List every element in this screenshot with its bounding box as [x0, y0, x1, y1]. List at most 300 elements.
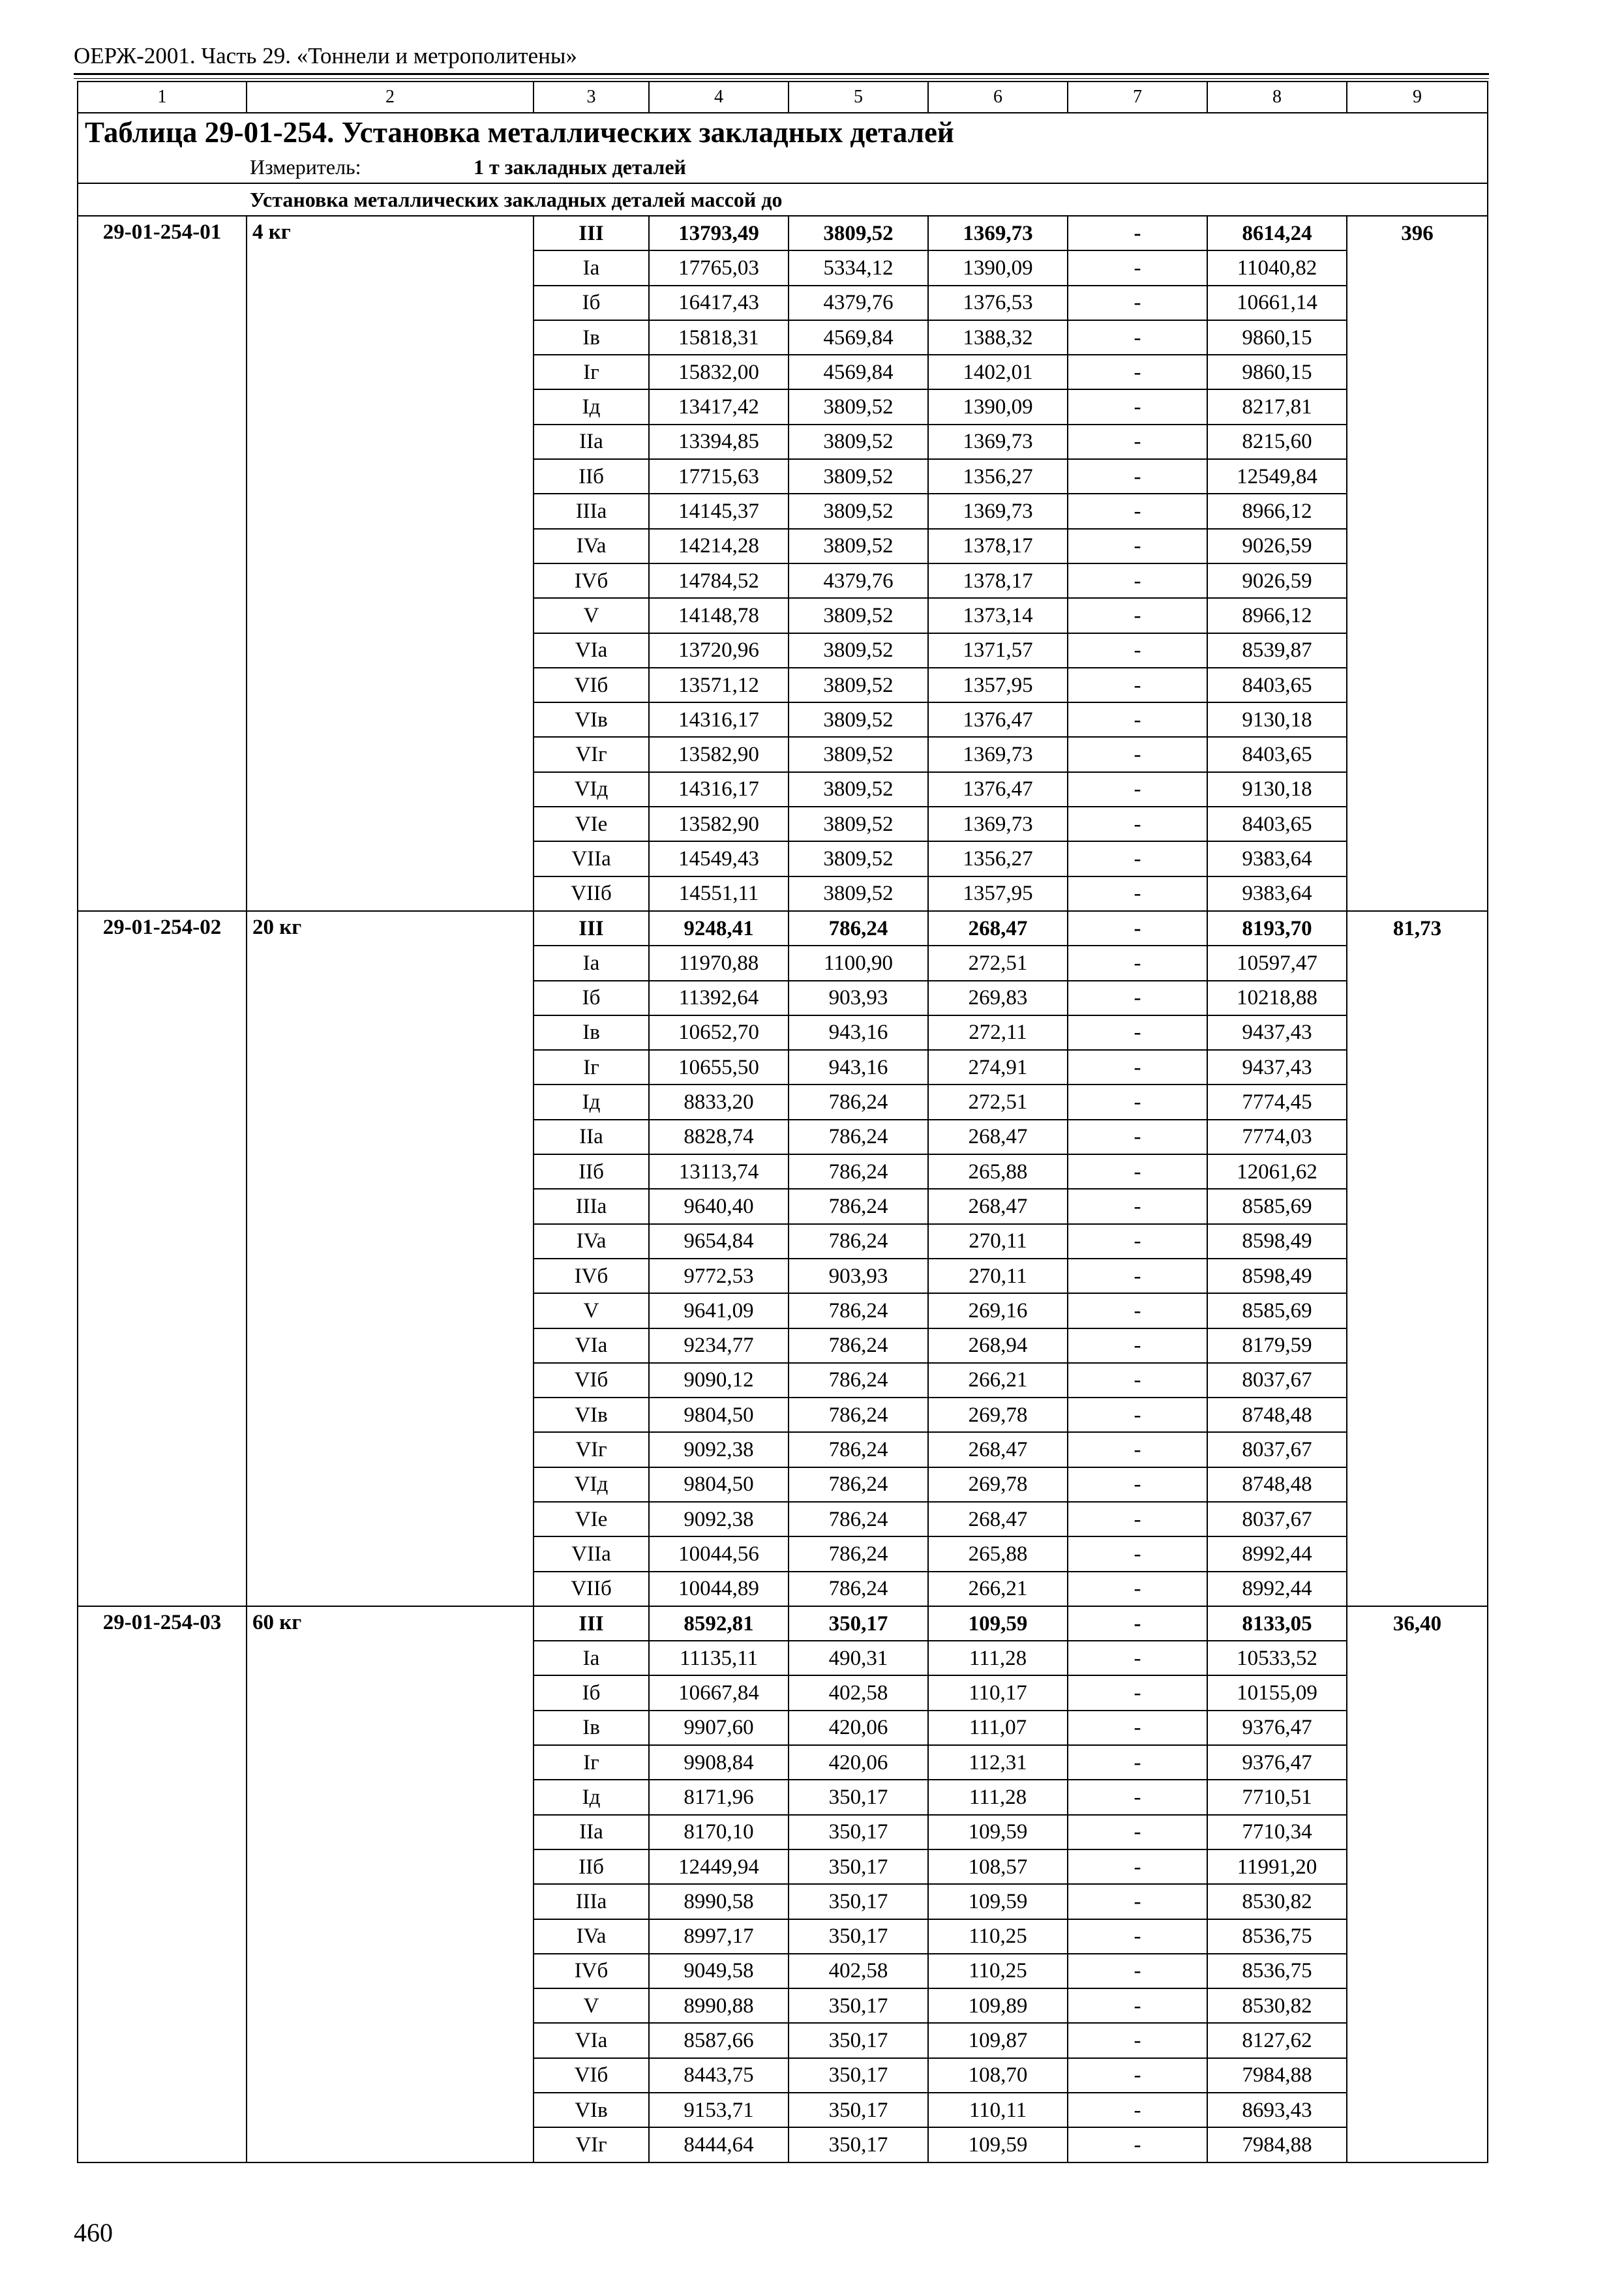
table-row: [78, 529, 1488, 563]
labor-cell: [1347, 355, 1488, 389]
rate-code: [78, 807, 247, 841]
materials-cell: 9376,47: [1207, 1711, 1347, 1745]
zone-cell: IVa: [534, 529, 649, 563]
total-cost-cell: 10652,70: [649, 1015, 789, 1050]
mass-cell: [247, 1363, 534, 1398]
mass-cell: [247, 1467, 534, 1502]
materials-cell: 8217,81: [1207, 389, 1347, 424]
machines-cell: 266,21: [928, 1363, 1068, 1398]
labor-cell: [1347, 1919, 1488, 1954]
rate-code: [78, 1363, 247, 1398]
rate-code: [78, 1398, 247, 1432]
table-row: [78, 1815, 1488, 1849]
total-cost-cell: 14145,37: [649, 494, 789, 528]
wages-cell: 786,24: [789, 1432, 928, 1467]
rate-code: [78, 1467, 247, 1502]
materials-cell: 8037,67: [1207, 1432, 1347, 1467]
mass-cell: [247, 1849, 534, 1884]
machinist-wages-cell: -: [1068, 1154, 1207, 1189]
zone-cell: IVб: [534, 1259, 649, 1293]
rate-code: [78, 1641, 247, 1675]
machinist-wages-cell: -: [1068, 1988, 1207, 2023]
section-row: [78, 183, 1488, 216]
machines-cell: 111,28: [928, 1780, 1068, 1814]
labor-cell: [1347, 668, 1488, 702]
rate-code: [78, 1572, 247, 1606]
total-cost-cell: 11135,11: [649, 1641, 789, 1675]
zone-cell: VIIб: [534, 876, 649, 911]
wages-cell: 350,17: [789, 2093, 928, 2127]
wages-cell: 350,17: [789, 2023, 928, 2057]
table-row: [78, 355, 1488, 389]
wages-cell: 350,17: [789, 1884, 928, 1919]
total-cost-cell: 13394,85: [649, 425, 789, 459]
machines-cell: 272,51: [928, 1085, 1068, 1119]
mass-cell: [247, 2093, 534, 2127]
table-row: [78, 1189, 1488, 1223]
materials-cell: 8127,62: [1207, 2023, 1347, 2057]
machines-cell: 268,47: [928, 911, 1068, 946]
materials-cell: 9376,47: [1207, 1745, 1347, 1780]
total-cost-cell: 8170,10: [649, 1815, 789, 1849]
zone-cell: VIб: [534, 668, 649, 702]
machinist-wages-cell: -: [1068, 1536, 1207, 1571]
zone-cell: Ia: [534, 250, 649, 285]
total-cost-cell: 17765,03: [649, 250, 789, 285]
table-row: [78, 1259, 1488, 1293]
table-row: [78, 598, 1488, 633]
rate-code: [78, 1015, 247, 1050]
materials-cell: 8992,44: [1207, 1572, 1347, 1606]
zone-cell: Iв: [534, 1015, 649, 1050]
materials-cell: 9026,59: [1207, 529, 1347, 563]
labor-cell: [1347, 1988, 1488, 2023]
total-cost-cell: 9654,84: [649, 1224, 789, 1259]
rate-code: [78, 1849, 247, 1884]
machines-cell: 1357,95: [928, 876, 1068, 911]
total-cost-cell: 8990,88: [649, 1988, 789, 2023]
wages-cell: 490,31: [789, 1641, 928, 1675]
zone-cell: VIa: [534, 633, 649, 668]
machines-cell: 270,11: [928, 1259, 1068, 1293]
rate-code: [78, 529, 247, 563]
total-cost-cell: 8444,64: [649, 2127, 789, 2162]
rate-code: 29-01-254-02: [78, 911, 247, 946]
rate-code: [78, 1085, 247, 1119]
machines-cell: 111,07: [928, 1711, 1068, 1745]
labor-cell: 396: [1347, 216, 1488, 250]
mass-cell: [247, 250, 534, 285]
machines-cell: 1369,73: [928, 216, 1068, 250]
wages-cell: 4569,84: [789, 355, 928, 389]
total-cost-cell: 13571,12: [649, 668, 789, 702]
machinist-wages-cell: -: [1068, 1780, 1207, 1814]
unit-row: [78, 151, 1488, 183]
labor-cell: [1347, 320, 1488, 355]
machinist-wages-cell: -: [1068, 1120, 1207, 1154]
machines-cell: 1356,27: [928, 841, 1068, 876]
table-row: [78, 1536, 1488, 1571]
total-cost-cell: 13582,90: [649, 737, 789, 771]
materials-cell: 7774,45: [1207, 1085, 1347, 1119]
rate-code: [78, 1224, 247, 1259]
labor-cell: [1347, 1675, 1488, 1710]
rate-code: [78, 286, 247, 320]
materials-cell: 8598,49: [1207, 1259, 1347, 1293]
materials-cell: 8966,12: [1207, 598, 1347, 633]
machinist-wages-cell: -: [1068, 216, 1207, 250]
mass-cell: [247, 1259, 534, 1293]
zone-cell: VIд: [534, 1467, 649, 1502]
rate-code: [78, 389, 247, 424]
zone-cell: Iг: [534, 355, 649, 389]
zone-cell: IIIa: [534, 1884, 649, 1919]
machinist-wages-cell: -: [1068, 737, 1207, 771]
wages-cell: 903,93: [789, 1259, 928, 1293]
machinist-wages-cell: -: [1068, 841, 1207, 876]
labor-cell: [1347, 981, 1488, 1015]
materials-cell: 8614,24: [1207, 216, 1347, 250]
materials-cell: 9437,43: [1207, 1015, 1347, 1050]
materials-cell: 9860,15: [1207, 355, 1347, 389]
machines-cell: 266,21: [928, 1572, 1068, 1606]
total-cost-cell: 13793,49: [649, 216, 789, 250]
mass-cell: [247, 286, 534, 320]
machinist-wages-cell: -: [1068, 425, 1207, 459]
mass-cell: [247, 355, 534, 389]
mass-cell: [247, 807, 534, 841]
machines-cell: 110,25: [928, 1954, 1068, 1988]
machinist-wages-cell: -: [1068, 1675, 1207, 1710]
wages-cell: 786,24: [789, 1328, 928, 1363]
mass-cell: [247, 841, 534, 876]
labor-cell: [1347, 598, 1488, 633]
wages-cell: 4379,76: [789, 286, 928, 320]
zone-cell: Ia: [534, 1641, 649, 1675]
wages-cell: 350,17: [789, 1606, 928, 1641]
rate-code: [78, 250, 247, 285]
labor-cell: [1347, 1641, 1488, 1675]
rate-code: [78, 737, 247, 771]
mass-cell: [247, 1293, 534, 1328]
total-cost-cell: 9248,41: [649, 911, 789, 946]
rate-code: [78, 2093, 247, 2127]
zone-cell: IIIa: [534, 494, 649, 528]
materials-cell: 11991,20: [1207, 1849, 1347, 1884]
mass-cell: [247, 702, 534, 737]
machinist-wages-cell: -: [1068, 355, 1207, 389]
mass-cell: [247, 529, 534, 563]
labor-cell: [1347, 946, 1488, 980]
labor-cell: [1347, 737, 1488, 771]
wages-cell: 3809,52: [789, 702, 928, 737]
machinist-wages-cell: -: [1068, 1606, 1207, 1641]
wages-cell: 350,17: [789, 1849, 928, 1884]
machinist-wages-cell: -: [1068, 633, 1207, 668]
total-cost-cell: 8990,58: [649, 1884, 789, 1919]
rate-code: [78, 702, 247, 737]
machines-cell: 270,11: [928, 1224, 1068, 1259]
zone-cell: VIa: [534, 2023, 649, 2057]
wages-cell: 3809,52: [789, 598, 928, 633]
total-cost-cell: 8443,75: [649, 2058, 789, 2093]
total-cost-cell: 9772,53: [649, 1259, 789, 1293]
machinist-wages-cell: -: [1068, 1328, 1207, 1363]
rate-code: [78, 1293, 247, 1328]
machinist-wages-cell: -: [1068, 1224, 1207, 1259]
table-row: [78, 841, 1488, 876]
table-row: [78, 876, 1488, 911]
mass-cell: [247, 1328, 534, 1363]
zone-cell: Iб: [534, 981, 649, 1015]
materials-cell: 9383,64: [1207, 841, 1347, 876]
rate-code: [78, 772, 247, 807]
materials-cell: 8037,67: [1207, 1363, 1347, 1398]
unit-cell: [78, 151, 1488, 183]
table-row: [78, 1050, 1488, 1085]
mass-cell: [247, 668, 534, 702]
machinist-wages-cell: -: [1068, 1293, 1207, 1328]
total-cost-cell: 12449,94: [649, 1849, 789, 1884]
wages-cell: 420,06: [789, 1711, 928, 1745]
wages-cell: 3809,52: [789, 772, 928, 807]
wages-cell: 943,16: [789, 1015, 928, 1050]
labor-cell: [1347, 1815, 1488, 1849]
materials-cell: 7710,51: [1207, 1780, 1347, 1814]
machines-cell: 1373,14: [928, 598, 1068, 633]
column-number: 4: [649, 82, 789, 113]
mass-cell: [247, 425, 534, 459]
total-cost-cell: 9092,38: [649, 1502, 789, 1536]
machinist-wages-cell: -: [1068, 2023, 1207, 2057]
mass-cell: [247, 1015, 534, 1050]
mass-cell: [247, 1988, 534, 2023]
wages-cell: 420,06: [789, 1745, 928, 1780]
machines-cell: 265,88: [928, 1536, 1068, 1571]
table-row: [78, 389, 1488, 424]
materials-cell: 8530,82: [1207, 1884, 1347, 1919]
rate-code: [78, 355, 247, 389]
price-table: [77, 81, 1488, 2163]
labor-cell: [1347, 1224, 1488, 1259]
total-cost-cell: 10044,56: [649, 1536, 789, 1571]
wages-cell: 350,17: [789, 1919, 928, 1954]
materials-cell: 9130,18: [1207, 772, 1347, 807]
column-number-row: [78, 82, 1488, 113]
table-row: [78, 425, 1488, 459]
zone-cell: Iб: [534, 286, 649, 320]
mass-cell: [247, 2058, 534, 2093]
zone-cell: VIв: [534, 1398, 649, 1432]
labor-cell: [1347, 1120, 1488, 1154]
total-cost-cell: 14148,78: [649, 598, 789, 633]
table-row: [78, 1884, 1488, 1919]
table-row: [78, 459, 1488, 494]
column-number: 3: [534, 82, 649, 113]
wages-cell: 903,93: [789, 981, 928, 1015]
zone-cell: VIa: [534, 1328, 649, 1363]
mass-cell: [247, 1675, 534, 1710]
total-cost-cell: 9908,84: [649, 1745, 789, 1780]
zone-cell: VIг: [534, 2127, 649, 2162]
table-row: [78, 1919, 1488, 1954]
machines-cell: 269,78: [928, 1398, 1068, 1432]
rate-code: [78, 841, 247, 876]
zone-cell: VIe: [534, 1502, 649, 1536]
labor-cell: [1347, 250, 1488, 285]
materials-cell: 8193,70: [1207, 911, 1347, 946]
machines-cell: 1388,32: [928, 320, 1068, 355]
zone-cell: Iд: [534, 1085, 649, 1119]
zone-cell: V: [534, 1293, 649, 1328]
machines-cell: 1378,17: [928, 563, 1068, 598]
column-number: 1: [78, 82, 247, 113]
machines-cell: 1369,73: [928, 737, 1068, 771]
table-row: [78, 1641, 1488, 1675]
machinist-wages-cell: -: [1068, 598, 1207, 633]
machines-cell: 108,57: [928, 1849, 1068, 1884]
table-title: Таблица 29-01-254. Установка металлических закладных деталей: [78, 113, 1488, 151]
zone-cell: V: [534, 1988, 649, 2023]
machines-cell: 1378,17: [928, 529, 1068, 563]
rate-code: [78, 1675, 247, 1710]
wages-cell: 3809,52: [789, 841, 928, 876]
machines-cell: 1390,09: [928, 389, 1068, 424]
wages-cell: 5334,12: [789, 250, 928, 285]
table-row: [78, 563, 1488, 598]
wages-cell: 3809,52: [789, 389, 928, 424]
rate-code: [78, 425, 247, 459]
labor-cell: [1347, 425, 1488, 459]
mass-cell: [247, 1572, 534, 1606]
labor-cell: [1347, 286, 1488, 320]
zone-cell: IVa: [534, 1224, 649, 1259]
mass-cell: 60 кг: [247, 1606, 534, 1641]
table-row: [78, 1502, 1488, 1536]
materials-cell: 8403,65: [1207, 807, 1347, 841]
page-number: 460: [74, 2218, 113, 2247]
table-row: [78, 1085, 1488, 1119]
table-row: [78, 2127, 1488, 2162]
rate-code: [78, 1711, 247, 1745]
wages-cell: 786,24: [789, 1467, 928, 1502]
zone-cell: VIв: [534, 2093, 649, 2127]
table-row: [78, 1711, 1488, 1745]
machinist-wages-cell: -: [1068, 1954, 1207, 1988]
machines-cell: 1356,27: [928, 459, 1068, 494]
table-row: [78, 1015, 1488, 1050]
materials-cell: 11040,82: [1207, 250, 1347, 285]
zone-cell: VIe: [534, 807, 649, 841]
mass-cell: [247, 320, 534, 355]
rate-code: [78, 2127, 247, 2162]
zone-cell: VIв: [534, 702, 649, 737]
labor-cell: [1347, 1849, 1488, 1884]
table-row: [78, 286, 1488, 320]
mass-cell: [247, 1815, 534, 1849]
wages-cell: 3809,52: [789, 529, 928, 563]
total-cost-cell: 16417,43: [649, 286, 789, 320]
labor-cell: [1347, 841, 1488, 876]
machinist-wages-cell: -: [1068, 320, 1207, 355]
labor-cell: [1347, 2127, 1488, 2162]
table-title-row: [78, 113, 1488, 151]
rate-code: [78, 1050, 247, 1085]
total-cost-cell: 14551,11: [649, 876, 789, 911]
mass-cell: [247, 1641, 534, 1675]
zone-cell: IVa: [534, 1919, 649, 1954]
materials-cell: 9130,18: [1207, 702, 1347, 737]
machines-cell: 110,25: [928, 1919, 1068, 1954]
zone-cell: Iг: [534, 1745, 649, 1780]
labor-cell: [1347, 1363, 1488, 1398]
materials-cell: 10155,09: [1207, 1675, 1347, 1710]
machines-cell: 1371,57: [928, 633, 1068, 668]
materials-cell: 7984,88: [1207, 2127, 1347, 2162]
machines-cell: 1376,47: [928, 772, 1068, 807]
wages-cell: 3809,52: [789, 807, 928, 841]
machines-cell: 1390,09: [928, 250, 1068, 285]
total-cost-cell: 14316,17: [649, 702, 789, 737]
wages-cell: 4569,84: [789, 320, 928, 355]
materials-cell: 8530,82: [1207, 1988, 1347, 2023]
machines-cell: 274,91: [928, 1050, 1068, 1085]
wages-cell: 350,17: [789, 1780, 928, 1814]
rate-code: [78, 1954, 247, 1988]
labor-cell: [1347, 1050, 1488, 1085]
table-row: [78, 946, 1488, 980]
rate-code: 29-01-254-03: [78, 1606, 247, 1641]
rate-code: [78, 1120, 247, 1154]
machinist-wages-cell: -: [1068, 1363, 1207, 1398]
materials-cell: 9437,43: [1207, 1050, 1347, 1085]
machines-cell: 110,17: [928, 1675, 1068, 1710]
labor-cell: [1347, 1085, 1488, 1119]
table-row: [78, 1745, 1488, 1780]
materials-cell: 8585,69: [1207, 1189, 1347, 1223]
zone-cell: III: [534, 911, 649, 946]
zone-cell: IIa: [534, 425, 649, 459]
mass-cell: [247, 1954, 534, 1988]
table-row: [78, 1467, 1488, 1502]
rate-code: [78, 1432, 247, 1467]
table-row: [78, 1224, 1488, 1259]
mass-cell: [247, 1189, 534, 1223]
labor-cell: 81,73: [1347, 911, 1488, 946]
materials-cell: 8536,75: [1207, 1919, 1347, 1954]
machinist-wages-cell: -: [1068, 2058, 1207, 2093]
materials-cell: 9383,64: [1207, 876, 1347, 911]
materials-cell: 8536,75: [1207, 1954, 1347, 1988]
mass-cell: [247, 494, 534, 528]
machines-cell: 109,59: [928, 1884, 1068, 1919]
wages-cell: 786,24: [789, 1502, 928, 1536]
wages-cell: 786,24: [789, 1398, 928, 1432]
labor-cell: [1347, 1328, 1488, 1363]
rate-code: [78, 1259, 247, 1293]
machines-cell: 112,31: [928, 1745, 1068, 1780]
table-row: [78, 1363, 1488, 1398]
zone-cell: IIб: [534, 459, 649, 494]
mass-cell: [247, 459, 534, 494]
machinist-wages-cell: -: [1068, 1884, 1207, 1919]
machines-cell: 1369,73: [928, 425, 1068, 459]
labor-cell: [1347, 702, 1488, 737]
wages-cell: 3809,52: [789, 737, 928, 771]
total-cost-cell: 14214,28: [649, 529, 789, 563]
column-number: 2: [247, 82, 534, 113]
column-number: 6: [928, 82, 1068, 113]
